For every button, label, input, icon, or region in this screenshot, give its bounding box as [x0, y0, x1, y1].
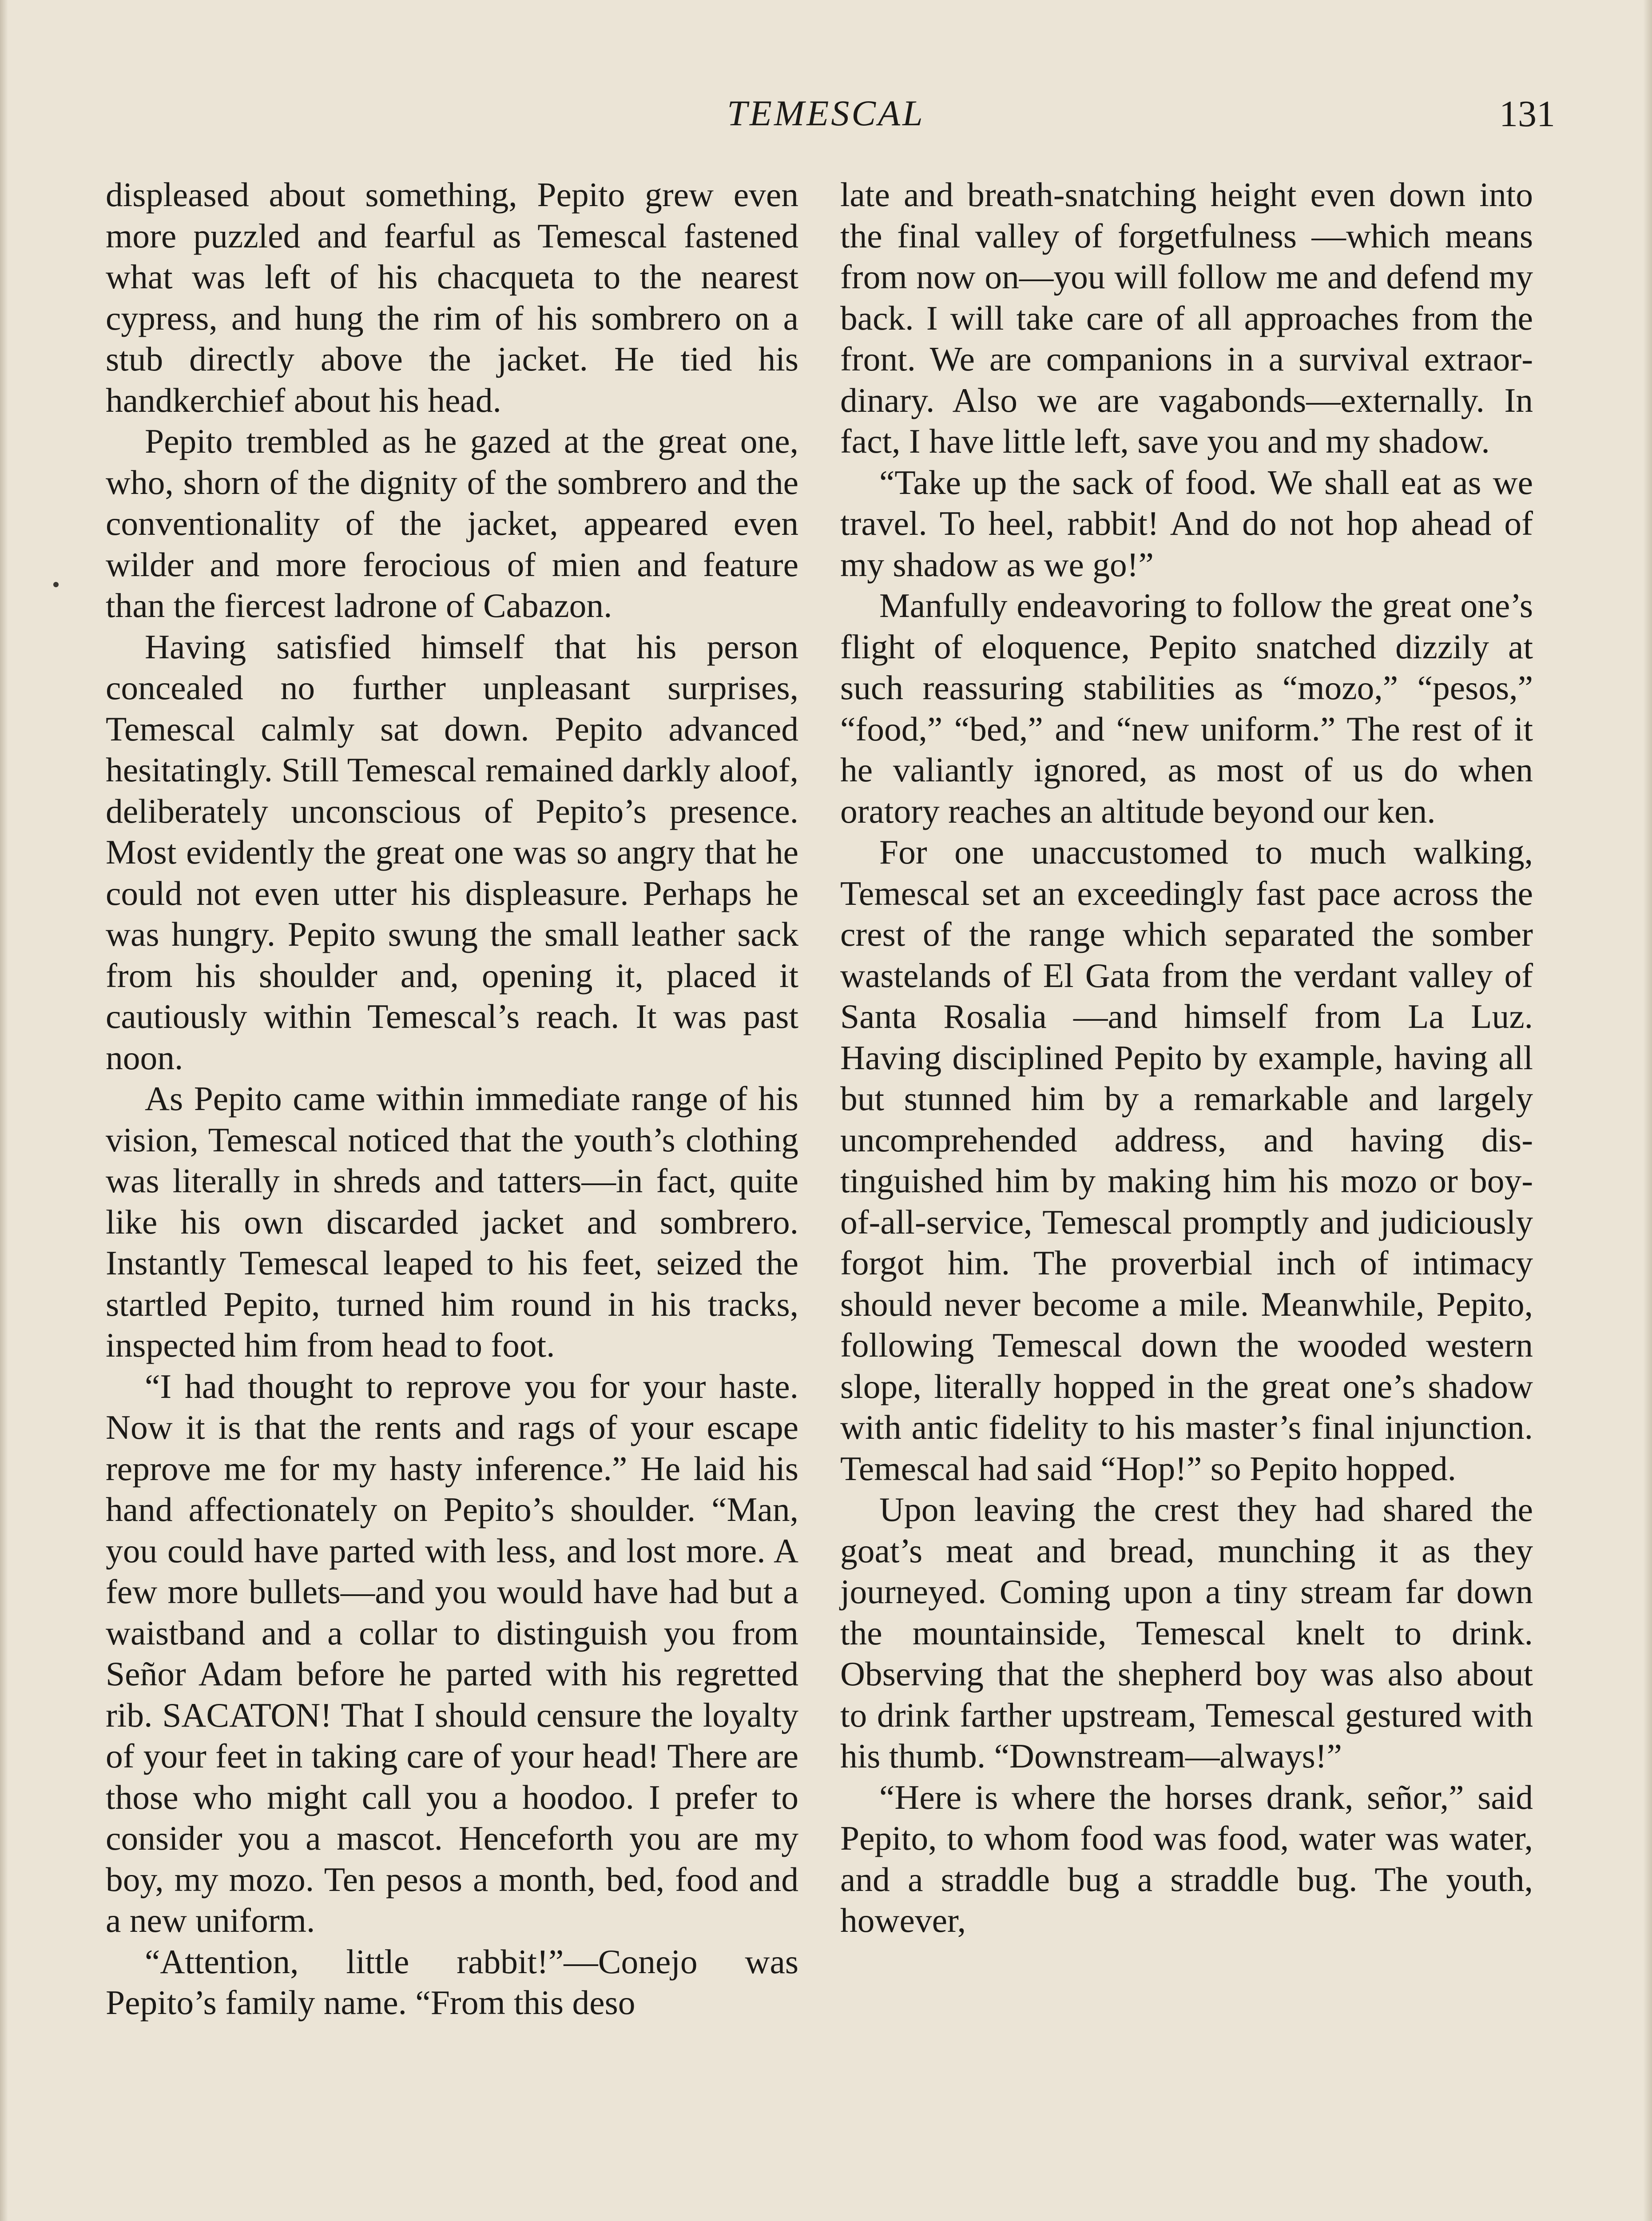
paragraph: For one unaccustomed to much walking, Temescal set an exceedingly fast pace across the crest of the range which separated the somber wastelands of El Gata from the verdant valley of Santa Rosalia —and himself from La Luz. Having disciplined Pepito by example, having all but stunned him by a remarkable and largely uncomprehended address, and having distinguished him by making him his mozo or boy-of-all-service, Temescal promptly and judiciously forgot him. The proverbial inch of intimacy should never become a mile. Meanwhile, Pepito, following Temescal down the wooded western slope, literally hopped in the great one’s shadow with antic fidelity to his master’s final injunction. Temescal had said “Hop!” so Pepito hopped.	[840, 833, 1533, 1488]
page-edge-right	[1643, 0, 1652, 2221]
paragraph: “Take up the sack of food. We shall eat as we travel. To heel, rabbit! And do not hop ahead of my shadow as we go!”	[840, 463, 1533, 584]
paragraph: Pepito trembled as he gazed at the great one, who, shorn of the dignity of the sombrero and the conventionality of the jacket, appeared even wilder and more ferocious of mien and feature than the fiercest ladrone of Cabazon.	[106, 422, 798, 625]
left-column	[106, 174, 798, 2023]
paragraph: Manfully endeavoring to follow the great one’s flight of eloquence, Pepito snatched dizzily at such reassuring stabilities as “mozo,” “pesos,” “food,” “bed,” and “new uniform.” The rest of it he valiantly ignored, as most of us do when oratory reaches an altitude beyond our ken.	[840, 586, 1533, 830]
paragraph: “Attention, little rabbit!”—Conejo was Pepito’s family name. “From this deso	[106, 1942, 798, 2022]
paragraph: Upon leaving the crest they had shared the goat’s meat and bread, munching it as they journeyed. Coming upon a tiny stream far down the mountainside, Temescal knelt to drink. Observing that the shepherd boy was also about to drink farther upstream, Temescal gestured with his thumb. “Downstream—always!”	[840, 1490, 1533, 1775]
running-head	[0, 92, 1652, 146]
paragraph: late and breath-snatching height even down into the final valley of forgetfulness —which means from now on—you will follow me and defend my back. I will take care of all approaches from the front. We are companions in a survival extraordinary. Also we are vagabonds—externally. In fact, I have little left, save you and my shadow.	[840, 175, 1533, 460]
paragraph: “Here is where the horses drank, señor,” said Pepito, to whom food was food, water was water, and a straddle bug a straddle bug. The youth, however,	[840, 1778, 1533, 1939]
paragraph: As Pepito came within immediate range of his vision, Temescal noticed that the youth’s clothing was literally in shreds and tatters—in fact, quite like his own discarded jacket and sombrero. Instantly Temescal leaped to his feet, seized the startled Pepito, turned him round in his tracks, inspected him from head to foot.	[106, 1079, 798, 1364]
paragraph: displeased about something, Pepito grew even more puzzled and fearful as Temescal fastened what was left of his chacqueta to the nearest cypress, and hung the rim of his sombrero on a stub directly above the jacket. He tied his handkerchief about his head.	[106, 175, 798, 419]
page-number: 131	[1499, 93, 1555, 135]
page-edge-left	[0, 0, 8, 2221]
ink-speck	[53, 582, 59, 587]
running-title: TEMESCAL	[727, 93, 925, 133]
right-column	[840, 174, 1533, 1941]
paragraph: “I had thought to reprove you for your haste. Now it is that the rents and rags of your escape reprove me for my hasty inference.” He laid his hand affectionately on Pepito’s shoulder. “Man, you could have parted with less, and lost more. A few more bullets—and you would have had but a waistband and a collar to distinguish you from Señor Adam before he parted with his regretted rib. SACATON! That I should censure the loyalty of your feet in taking care of your head! There are those who might call you a hoodoo. I prefer to consider you a mascot. Henceforth you are my boy, my mozo. Ten pesos a month, bed, food and a new uniform.	[106, 1367, 798, 1939]
paragraph: Having satisfied himself that his person concealed no further unpleasant surprises, Temescal calmly sat down. Pepito advanced hesitatingly. Still Temescal remained darkly aloof, deliberately unconscious of Pepito’s presence. Most evidently the great one was so angry that he could not even utter his displeasure. Perhaps he was hungry. Pepito swung the small leather sack from his shoulder and, opening it, placed it cautiously within Temescal’s reach. It was past noon.	[106, 627, 798, 1077]
